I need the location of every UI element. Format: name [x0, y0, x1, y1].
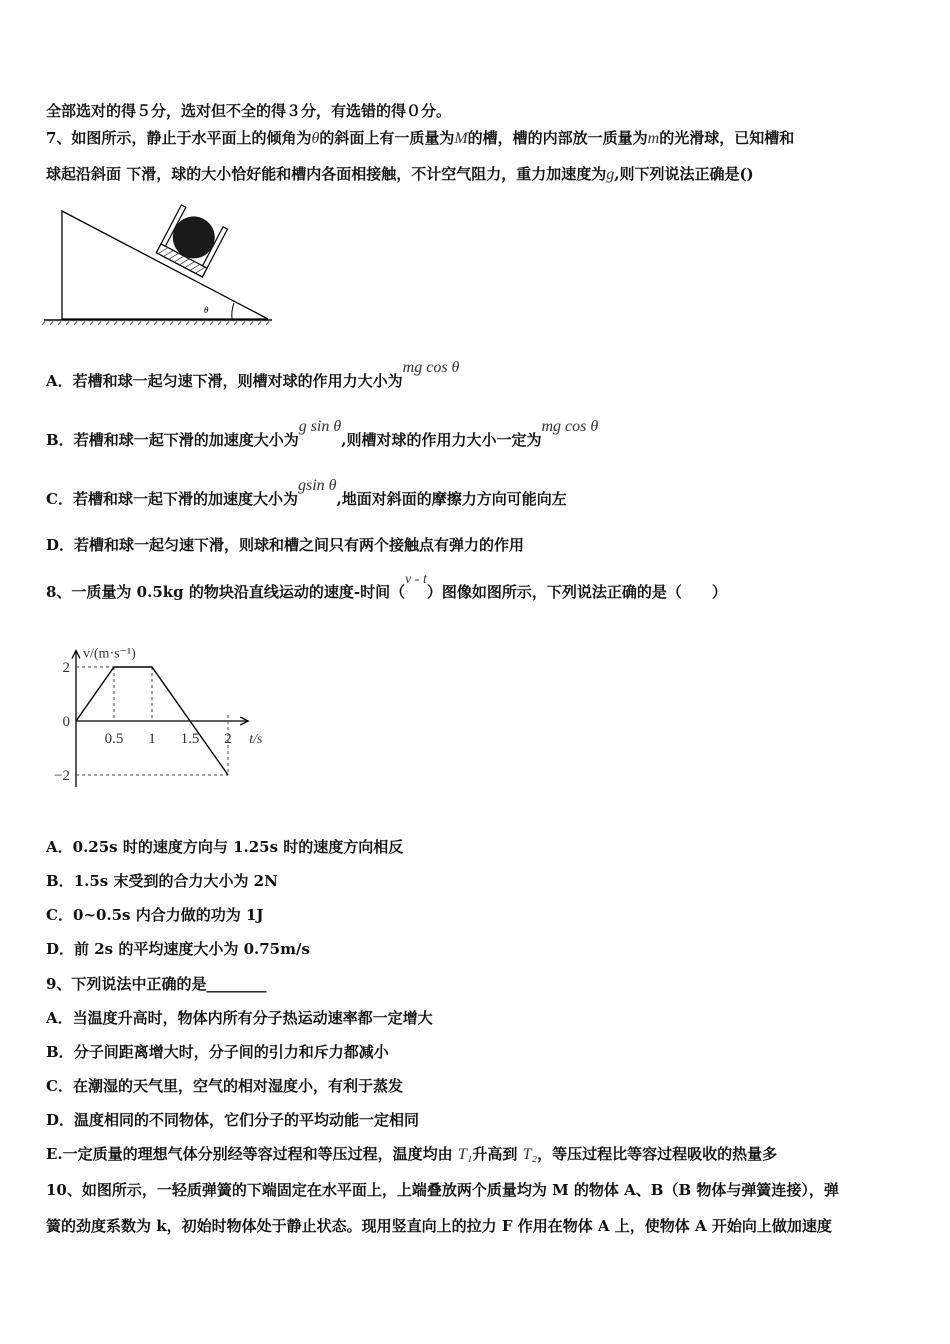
- scoring-note: 全部选对的得５分，选对但不全的得３分，有选错的得０分。: [46, 102, 452, 120]
- q10-stem-line2: 簧的劲度系数为 k，初始时物体处于静止状态。现用竖直向上的拉力 F 作用在物体 A 上，使物体 A 开始向上做加速度: [46, 1217, 832, 1235]
- y-tick-label-0: 0: [62, 714, 70, 730]
- q7-option-d[interactable]: D．若槽和球一起匀速下滑，则球和槽之间只有两个接触点有弹力的作用: [46, 536, 525, 554]
- q7-stem-line1: 7、如图所示，静止于水平面上的倾角为θ的斜面上有一质量为M的槽，槽的内部放一质量为m的光滑球，已知槽和: [46, 129, 795, 147]
- q8-stem: 8、一质量为 0.5kg 的物块沿直线运动的速度-时间（v - t）图像如图所示，下列说法正确的是（ ）: [46, 572, 727, 601]
- q9-option-c[interactable]: C．在潮湿的天气里，空气的相对湿度小，有利于蒸发: [46, 1077, 403, 1095]
- angle-label: θ: [204, 305, 209, 315]
- q8-option-a[interactable]: A．0.25s 时的速度方向与 1.25s 时的速度方向相反: [46, 838, 404, 856]
- q8-option-d[interactable]: D．前 2s 的平均速度大小为 0.75m/s: [46, 940, 310, 958]
- vt-chart: [45, 628, 290, 808]
- q10-stem-line1: 10、如图所示，一轻质弹簧的下端固定在水平面上，上端叠放两个质量均为 M 的物体 A、B（B 物体与弹簧连接），弹: [46, 1181, 839, 1199]
- q8-option-c[interactable]: C．0~0.5s 内合力做的功为 1J: [46, 906, 264, 924]
- q9-option-d[interactable]: D．温度相同的不同物体，它们分子的平均动能一定相同: [46, 1111, 420, 1129]
- q9-option-b[interactable]: B．分子间距离增大时，分子间的引力和斥力都减小: [46, 1043, 389, 1061]
- q9-stem: 9、下列说法中正确的是________: [46, 975, 267, 993]
- x-axis-label: t/s: [249, 732, 263, 747]
- q7-option-b[interactable]: B．若槽和球一起下滑的加速度大小为g sin θ,则槽对球的作用力大小一定为mg cos θ: [46, 418, 599, 449]
- x-tick-label-1.5: 1.5: [180, 731, 200, 747]
- angle-arc: [232, 303, 234, 319]
- x-tick-label-1: 1: [148, 731, 156, 747]
- inclined-plane: [62, 211, 268, 319]
- y-axis-label: v/(m·s⁻¹): [83, 646, 136, 662]
- q9-option-a[interactable]: A．当温度升高时，物体内所有分子热运动速率都一定增大: [46, 1009, 433, 1027]
- y-tick-label--2: −2: [54, 768, 70, 784]
- x-tick-label-2: 2: [224, 731, 232, 747]
- q7-stem-line2: 球起沿斜面 下滑，球的大小恰好能和槽内各面相接触，不计空气阻力，重力加速度为g,则下列说法正确是(): [46, 165, 754, 183]
- y-tick-label-2: 2: [62, 660, 70, 676]
- q8-option-b[interactable]: B．1.5s 末受到的合力大小为 2N: [46, 872, 278, 890]
- q9-option-e[interactable]: E.一定质量的理想气体分别经等容过程和等压过程，温度均由 T₁升高到 T₂，等压过程比等容过程吸收的热量多: [46, 1145, 778, 1163]
- incline-figure: [40, 196, 280, 331]
- q7-option-c[interactable]: C．若槽和球一起下滑的加速度大小为gsin θ,地面对斜面的摩擦力方向可能向左: [46, 477, 567, 508]
- x-tick-label-0.5: 0.5: [104, 731, 124, 747]
- q7-option-a[interactable]: A．若槽和球一起匀速下滑，则槽对球的作用力大小为mg cos θ: [46, 359, 460, 390]
